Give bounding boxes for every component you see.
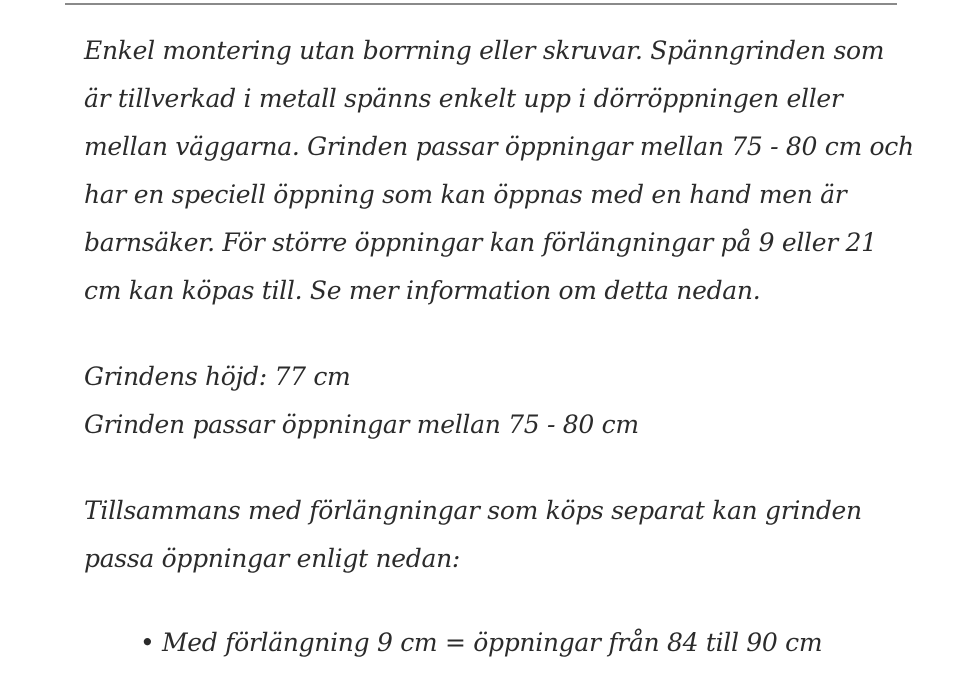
extensions-list (84, 621, 914, 665)
specifications (84, 353, 914, 449)
extensions-intro: Tillsammans med förlängningar som köps separat kan grinden passa öppningar enligt nedan: (84, 496, 862, 573)
top-divider (65, 3, 897, 5)
bullet-icon: • (140, 628, 155, 657)
extension-text: Med förlängning 9 cm = öppningar från 84 till 90 cm (162, 628, 823, 657)
description-paragraph: Enkel montering utan borrning eller skruvar. Spänngrinden som är tillverkad i metall spänns enkelt upp i dörröppningen eller mellan väggarna. Grinden passar öppningar mellan 75 - 80 cm och har en speciell öppning som kan öppnas med en hand men är barnsäker. För större öppningar kan förlängningar på 9 eller 21 cm kan köpas till. Se mer information om detta nedan. (84, 36, 914, 305)
spec-height: Grindens höjd: 77 cm (84, 362, 351, 391)
list-item (84, 621, 914, 665)
product-description (84, 27, 914, 665)
spec-fit: Grinden passar öppningar mellan 75 - 80 cm (84, 410, 639, 439)
